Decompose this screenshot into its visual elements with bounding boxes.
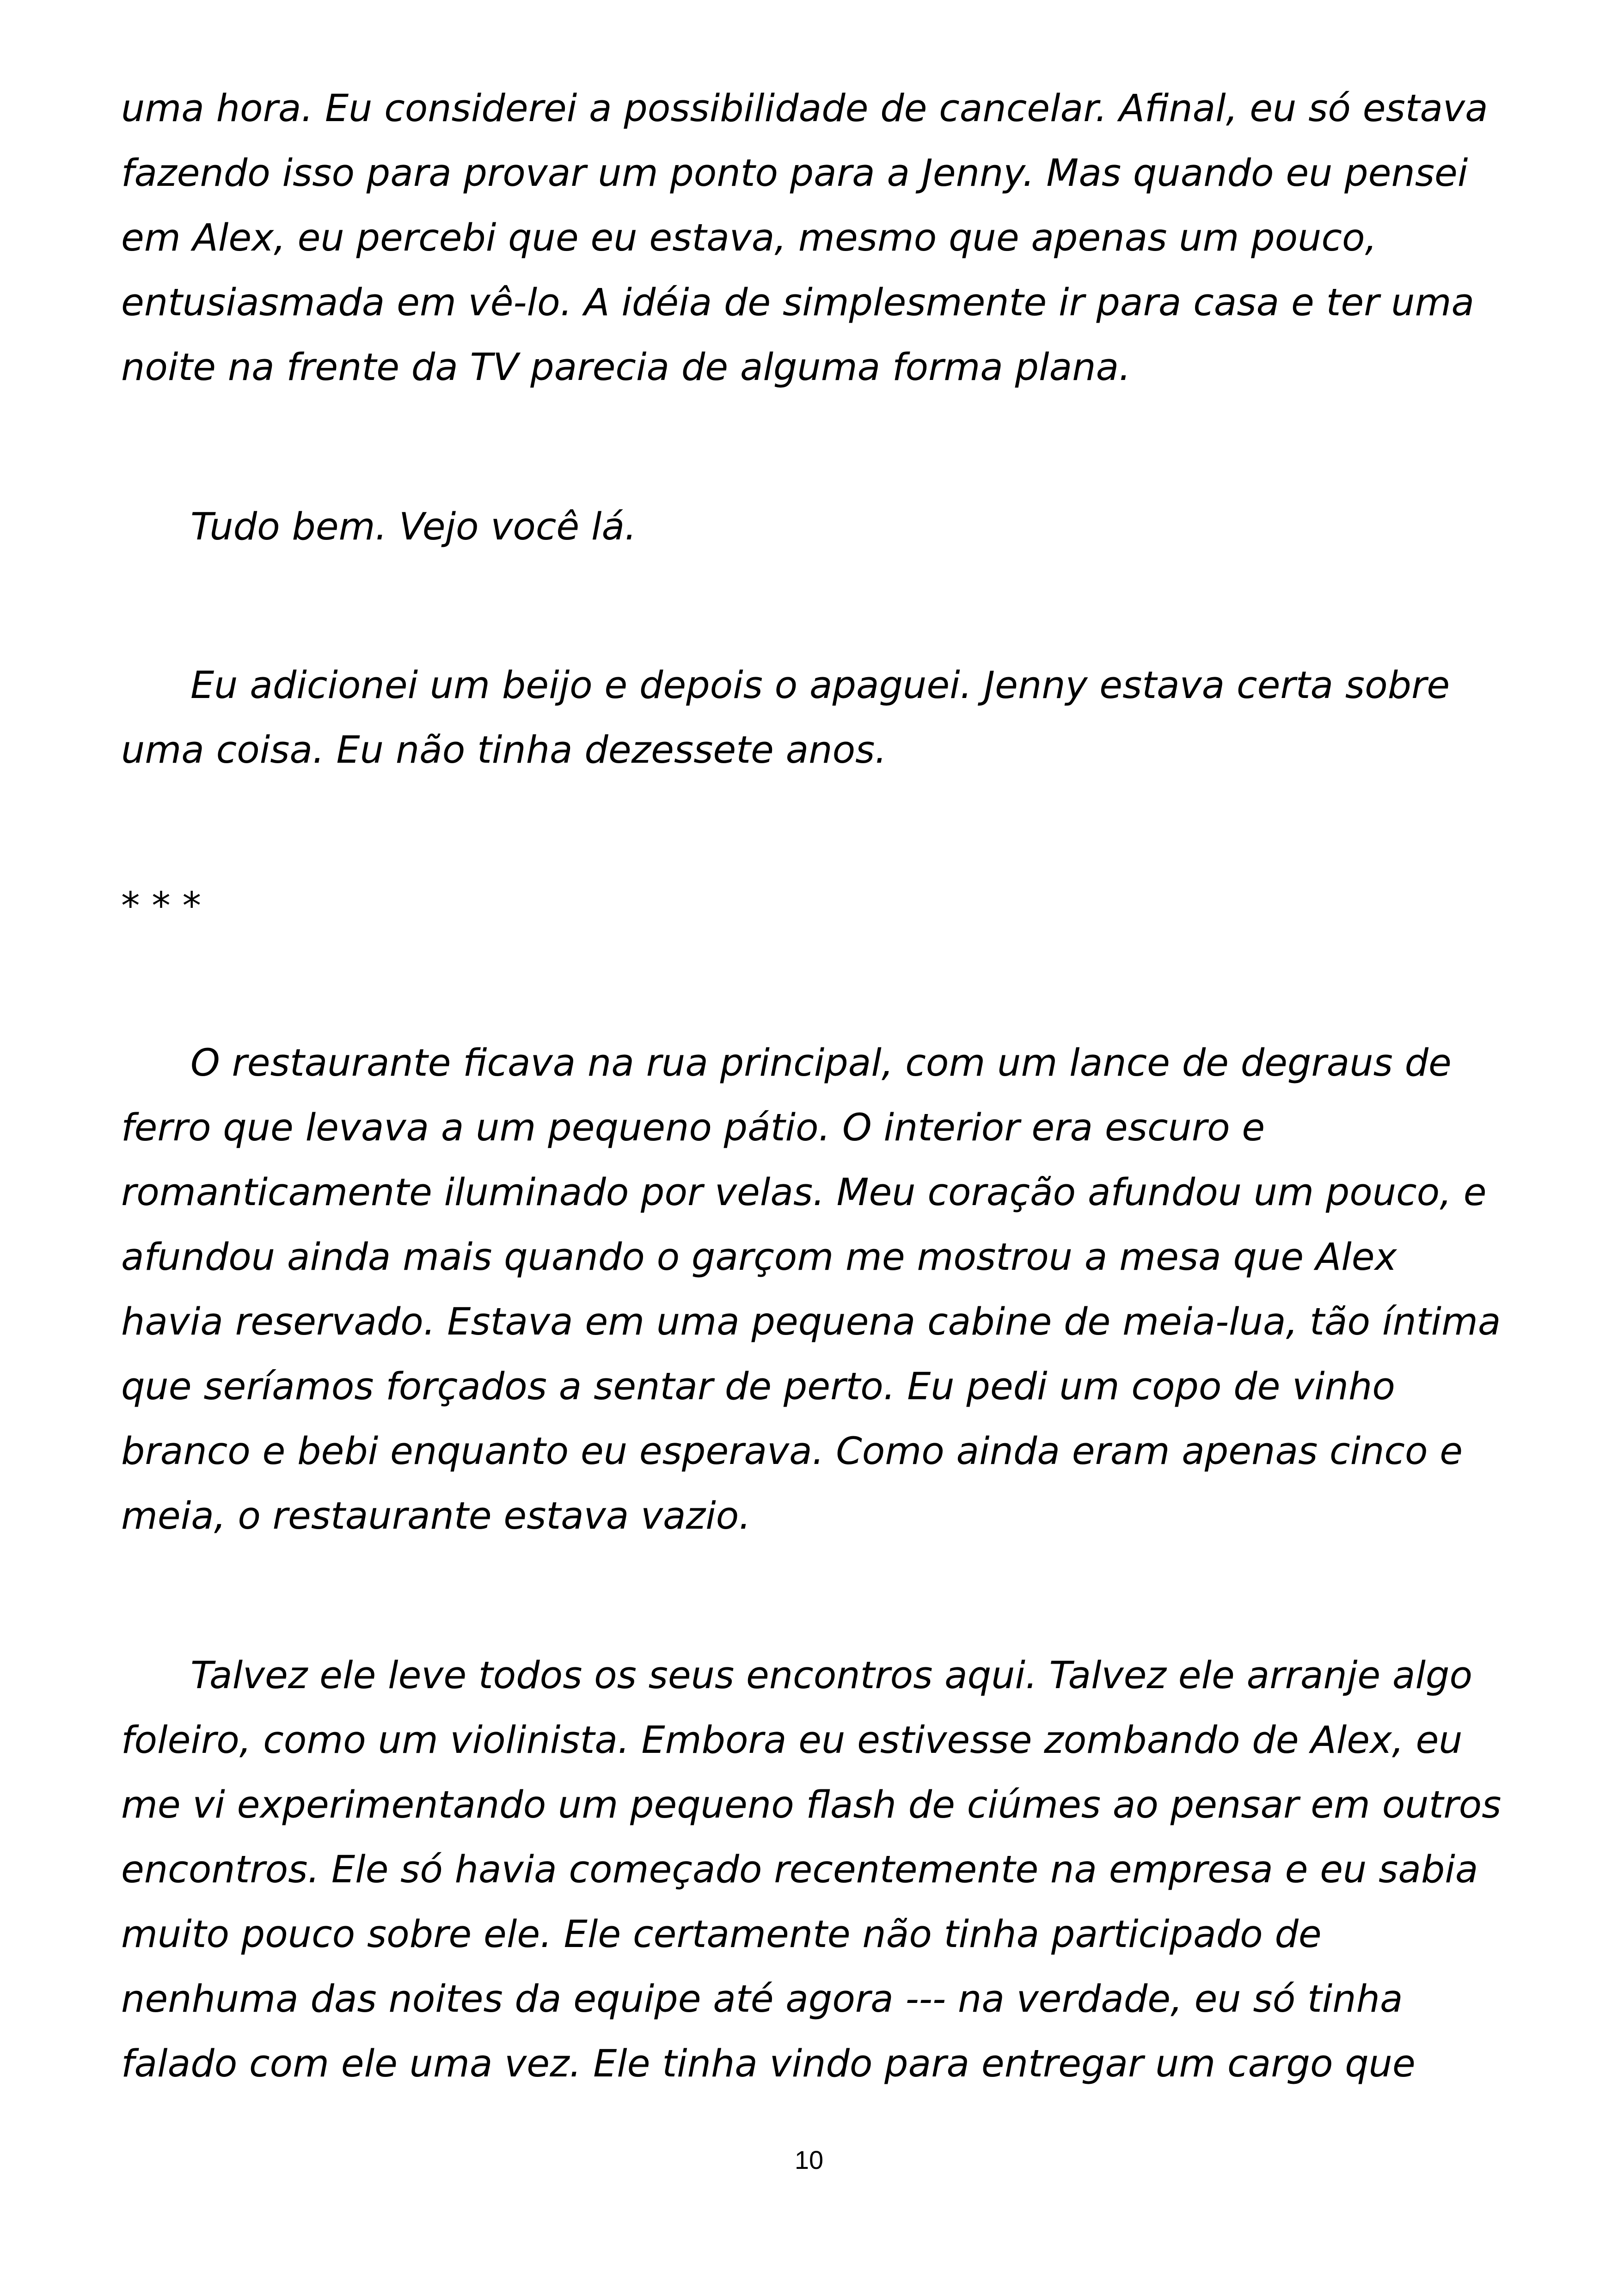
paragraph (121, 653, 1503, 783)
text-line: branco e bebi enquanto eu esperava. Como ainda eram apenas cinco e (121, 1430, 1463, 1473)
text-line: foleiro, como um violinista. Embora eu estivesse zombando de Alex, eu (121, 1719, 1463, 1762)
text-line: meia, o restaurante estava vazio. (121, 1494, 751, 1538)
text-line: afundou ainda mais quando o garçom me mostrou a mesa que Alex (121, 1236, 1397, 1279)
text-line: uma coisa. Eu não tinha dezessete anos. (121, 729, 887, 772)
text-line: muito pouco sobre ele. Ele certamente não tinha participado de (121, 1913, 1322, 1956)
text-line: me vi experimentando um pequeno flash de ciúmes ao pensar em outros (121, 1783, 1502, 1827)
paragraph (121, 1643, 1503, 2096)
text-line: Tudo bem. Vejo você lá. (190, 505, 637, 549)
separator-stars: * * * (121, 884, 201, 928)
paragraph (121, 76, 1503, 400)
text-line: nenhuma das noites da equipe até agora --- na verdade, eu só tinha (121, 1978, 1403, 2021)
text-line: uma hora. Eu considerei a possibilidade de cancelar. Afinal, eu só estava (121, 87, 1488, 130)
paragraph (121, 495, 1503, 559)
section-separator (121, 874, 1503, 938)
paragraph (121, 1031, 1503, 1549)
text-line: Talvez ele leve todos os seus encontros aqui. Talvez ele arranje algo (190, 1654, 1473, 1697)
text-line: noite na frente da TV parecia de alguma forma plana. (121, 346, 1131, 389)
text-line: encontros. Ele só havia começado recentemente na empresa e eu sabia (121, 1848, 1478, 1892)
text-line: romanticamente iluminado por velas. Meu coração afundou um pouco, e (121, 1171, 1487, 1214)
text-line: em Alex, eu percebi que eu estava, mesmo que apenas um pouco, (121, 216, 1377, 260)
text-line: entusiasmada em vê-lo. A idéia de simplesmente ir para casa e ter uma (121, 281, 1475, 325)
text-line: que seríamos forçados a sentar de perto. Eu pedi um copo de vinho (121, 1365, 1395, 1408)
text-line: falado com ele uma vez. Ele tinha vindo para entregar um cargo que (121, 2042, 1416, 2086)
text-line: ferro que levava a um pequeno pátio. O interior era escuro e (121, 1106, 1265, 1150)
text-line: havia reservado. Estava em uma pequena cabine de meia-lua, tão íntima (121, 1300, 1501, 1344)
text-line: Eu adicionei um beijo e depois o apaguei. Jenny estava certa sobre (190, 664, 1450, 707)
page-number: 10 (794, 2145, 824, 2174)
text-line: O restaurante ficava na rua principal, com um lance de degraus de (190, 1041, 1452, 1085)
text-line: fazendo isso para provar um ponto para a Jenny. Mas quando eu pensei (121, 152, 1468, 195)
